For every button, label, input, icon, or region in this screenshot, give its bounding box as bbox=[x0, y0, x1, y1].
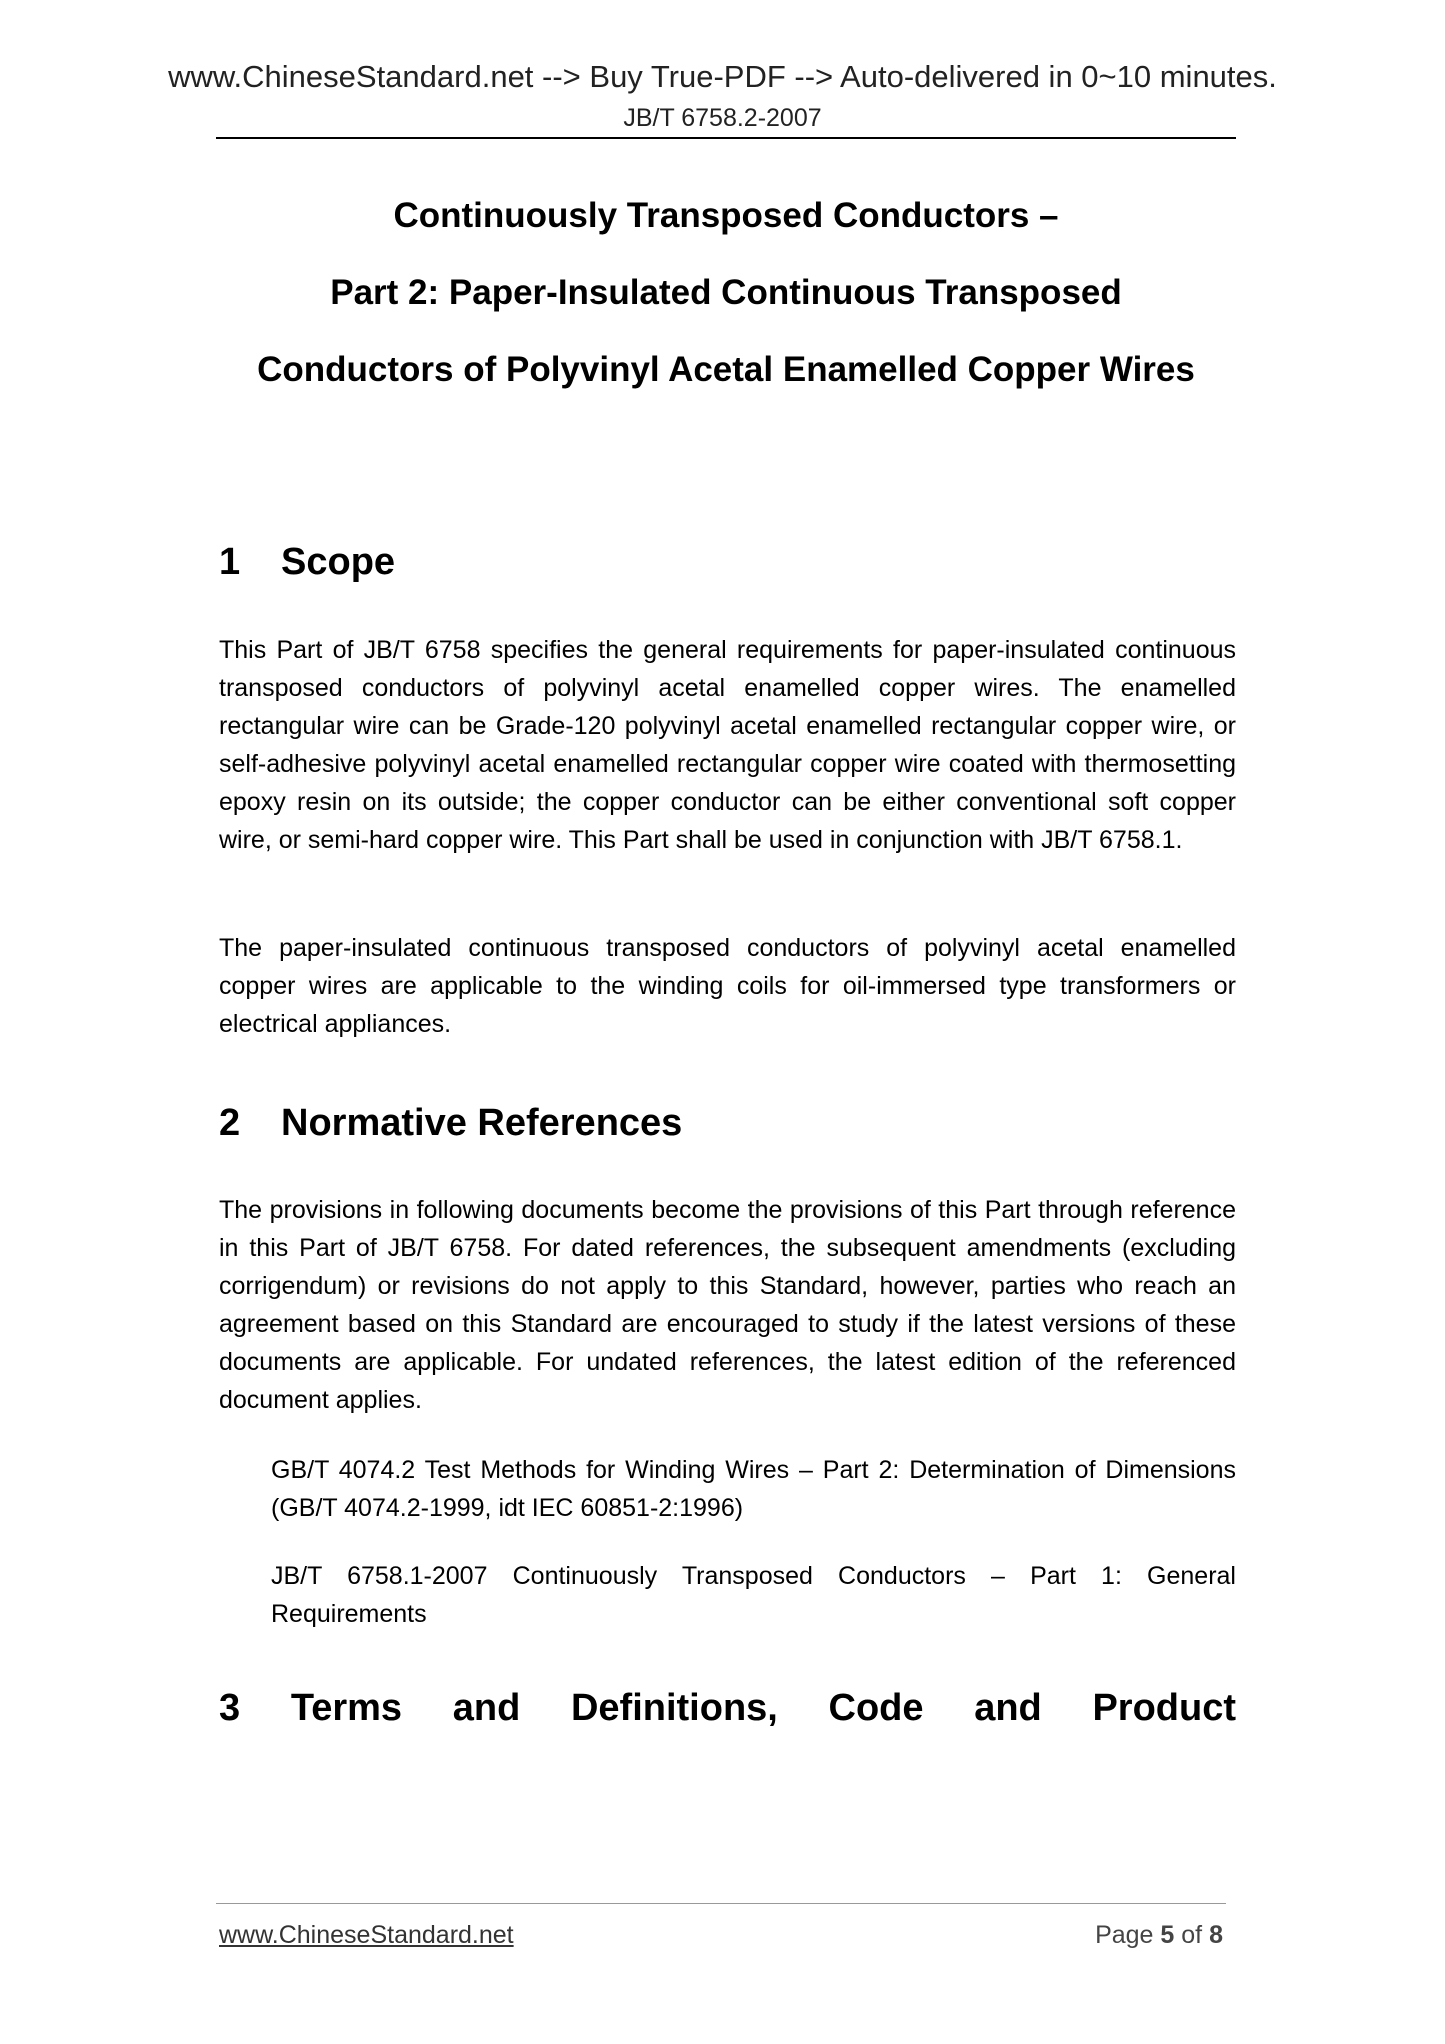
document-code: JB/T 6758.2-2007 bbox=[623, 104, 822, 132]
page-of: of bbox=[1181, 1921, 1203, 1949]
page-indicator bbox=[1095, 1921, 1223, 1950]
reference-item-jbt-6758-1: JB/T 6758.1-2007 Continuously Transposed Conductors – Part 1: General Requirements bbox=[271, 1562, 1236, 1628]
heading-word: Definitions, bbox=[570, 1687, 778, 1729]
heading-word: Code bbox=[828, 1687, 924, 1729]
heading-word: Terms bbox=[290, 1687, 403, 1729]
section-number: 2 bbox=[219, 1102, 241, 1144]
section-heading-terms bbox=[219, 1686, 1236, 1732]
scope-paragraph-1: This Part of JB/T 6758 specifies the general requirements for paper-insulated continuous transposed conductors of polyvinyl acetal enamelled copper wires. The enamelled rectangular wire can be Grade-120 polyvinyl acetal enamelled rectangular copper wire, or self-adhesive polyvinyl acetal enamelled rectangular copper wire coated with thermosetting epoxy resin on its outside; the copper conductor can be either conventional soft copper wire, or semi-hard copper wire. This Part shall be used in conjunction with JB/T 6758.1. bbox=[219, 636, 1236, 854]
section-title: Scope bbox=[281, 541, 396, 583]
page-current: 5 bbox=[1160, 1921, 1175, 1949]
normative-paragraph: The provisions in following documents become the provisions of this Part through reference in this Part of JB/T 6758. For dated references, the subsequent amendments (excluding corrigendum) or revisions do not apply to this Standard, however, parties who reach an agreement based on this Standard are encouraged to study if the latest versions of these documents are applicable. For undated references, the latest edition of the referenced document applies. bbox=[219, 1196, 1236, 1414]
scope-paragraph-2: The paper-insulated continuous transposed conductors of polyvinyl acetal enamelled copper wires are applicable to the winding coils for oil-immersed type transformers or electrical appliances. bbox=[219, 934, 1236, 1038]
top-banner: www.ChineseStandard.net --> Buy True-PDF --> Auto-delivered in 0~10 minutes. bbox=[168, 59, 1277, 94]
footer-website-link[interactable]: www.ChineseStandard.net bbox=[219, 1921, 514, 1949]
title-line-3: Conductors of Polyvinyl Acetal Enamelled Copper Wires bbox=[257, 350, 1195, 389]
section-heading-normative-references bbox=[219, 1101, 682, 1147]
reference-item-gbt-4074-2: GB/T 4074.2 Test Methods for Winding Wires – Part 2: Determination of Dimensions (GB/T 4074.2-1999, idt IEC 60851-2:1996) bbox=[271, 1456, 1236, 1522]
page-label: Page bbox=[1095, 1921, 1154, 1949]
section-number: 1 bbox=[219, 541, 241, 583]
footer-divider bbox=[216, 1903, 1226, 1904]
section-title: Normative References bbox=[281, 1102, 683, 1144]
document-title bbox=[216, 190, 1236, 421]
section-number: 3 bbox=[219, 1687, 241, 1729]
page-total: 8 bbox=[1209, 1921, 1223, 1949]
title-line-1: Continuously Transposed Conductors – bbox=[393, 196, 1059, 235]
heading-word: Product bbox=[1092, 1687, 1236, 1729]
heading-word: and bbox=[452, 1687, 521, 1729]
header-divider bbox=[216, 137, 1236, 139]
section-heading-scope bbox=[219, 540, 395, 586]
heading-word: and bbox=[974, 1687, 1042, 1729]
title-line-2: Part 2: Paper-Insulated Continuous Transposed bbox=[330, 273, 1122, 312]
